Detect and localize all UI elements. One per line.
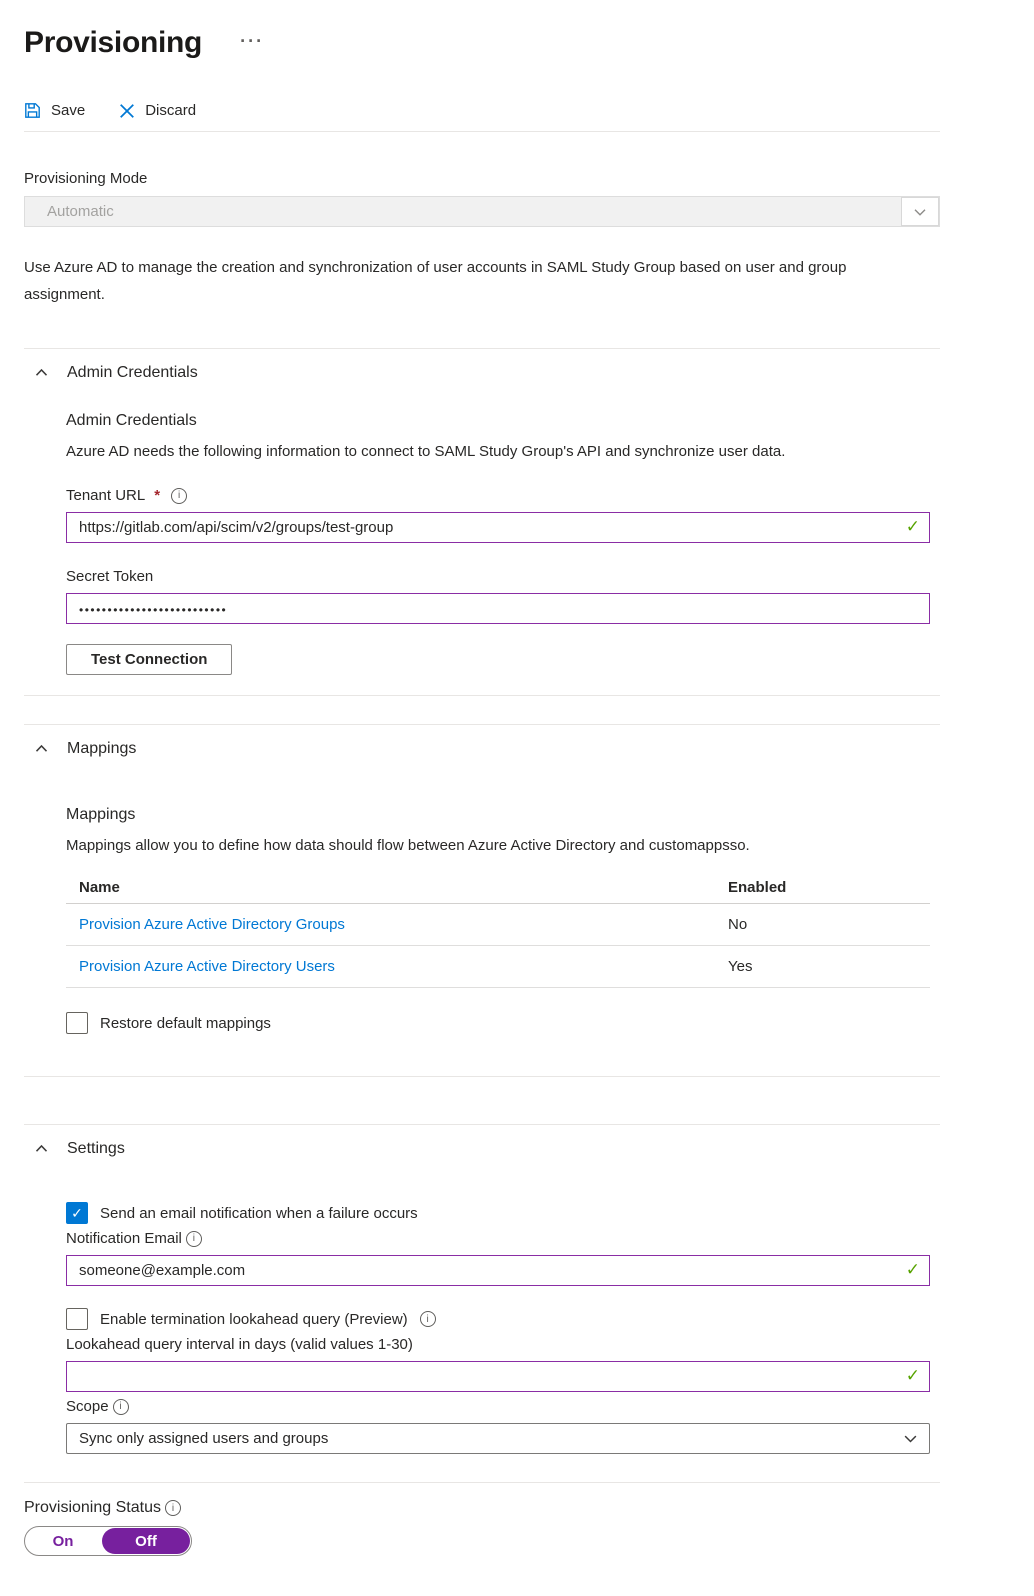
more-options-button[interactable] xyxy=(238,28,266,60)
admin-credentials-description: Azure AD needs the following information to connect to SAML Study Group's API and synchronize user data. xyxy=(66,443,786,460)
chevron-up-icon xyxy=(34,1142,49,1156)
admin-credentials-heading: Admin Credentials xyxy=(66,412,197,429)
save-button[interactable] xyxy=(24,102,85,119)
settings-section-header[interactable] xyxy=(24,1125,940,1158)
chevron-down-icon xyxy=(903,1431,918,1446)
mappings-section-title: Mappings xyxy=(67,740,137,757)
column-header-enabled: Enabled xyxy=(728,879,787,896)
table-row xyxy=(66,904,930,946)
chevron-up-icon xyxy=(34,366,49,380)
info-icon[interactable]: i xyxy=(171,488,187,504)
discard-icon xyxy=(119,103,135,119)
checkbox-unchecked-icon xyxy=(66,1308,88,1330)
settings-section-title: Settings xyxy=(67,1140,125,1157)
mapping-enabled-value: Yes xyxy=(728,958,753,975)
info-icon[interactable]: i xyxy=(113,1399,129,1415)
scope-label-row xyxy=(66,1398,940,1415)
info-icon[interactable]: i xyxy=(165,1500,181,1516)
mappings-heading: Mappings xyxy=(66,806,136,823)
restore-default-mappings-checkbox[interactable] xyxy=(66,1012,940,1034)
toggle-off-button[interactable]: Off xyxy=(102,1528,190,1554)
mapping-enabled-value: No xyxy=(728,916,748,933)
email-notification-checkbox[interactable] xyxy=(66,1202,940,1224)
discard-button[interactable] xyxy=(119,102,196,119)
tenant-url-input[interactable] xyxy=(66,512,930,543)
command-toolbar xyxy=(24,102,940,132)
lookahead-interval-input[interactable] xyxy=(66,1361,930,1392)
test-connection-button[interactable]: Test Connection xyxy=(66,644,232,675)
scope-label: Scope xyxy=(66,1398,109,1415)
mappings-section-header[interactable] xyxy=(24,725,940,758)
mappings-description: Mappings allow you to define how data should flow between Azure Active Directory and customappsso. xyxy=(66,837,750,854)
save-button-label: Save xyxy=(51,102,86,119)
email-notification-label: Send an email notification when a failure occurs xyxy=(100,1204,418,1222)
intro-text: Use Azure AD to manage the creation and synchronization of user accounts in SAML Study Group based on user and group assignment. xyxy=(24,259,847,303)
mappings-section xyxy=(24,724,940,1076)
tenant-url-label-row xyxy=(66,487,940,504)
notification-email-input[interactable] xyxy=(66,1255,930,1286)
chevron-down-icon xyxy=(901,197,939,226)
provisioning-status-label-row xyxy=(24,1499,940,1517)
restore-default-mappings-label: Restore default mappings xyxy=(100,1014,271,1032)
provisioning-status-toggle[interactable] xyxy=(24,1526,192,1556)
page-header xyxy=(24,26,940,60)
provisioning-mode-select[interactable] xyxy=(24,196,940,227)
admin-credentials-section xyxy=(24,348,940,695)
provisioning-mode-label: Provisioning Mode xyxy=(24,170,148,187)
mapping-link-groups[interactable]: Provision Azure Active Directory Groups xyxy=(79,916,345,933)
info-icon[interactable]: i xyxy=(420,1311,436,1327)
scope-select-value: Sync only assigned users and groups xyxy=(79,1430,329,1447)
admin-credentials-section-title: Admin Credentials xyxy=(67,364,198,381)
checkbox-checked-icon xyxy=(66,1202,88,1224)
page-title: Provisioning xyxy=(24,26,203,59)
table-row xyxy=(66,946,930,988)
checkmark-icon: ✓ xyxy=(71,1204,83,1221)
scope-select[interactable] xyxy=(66,1423,930,1454)
mappings-table-header xyxy=(66,872,930,904)
secret-token-input[interactable] xyxy=(66,593,930,624)
lookahead-interval-label: Lookahead query interval in days (valid values 1-30) xyxy=(66,1336,413,1353)
valid-check-icon: ✓ xyxy=(905,1259,920,1279)
discard-button-label: Discard xyxy=(145,102,197,119)
secret-token-label: Secret Token xyxy=(66,568,154,585)
tenant-url-label: Tenant URL xyxy=(66,487,146,504)
more-options-icon: ··· xyxy=(240,31,265,51)
checkbox-unchecked-icon xyxy=(66,1012,88,1034)
save-icon xyxy=(24,102,41,119)
required-asterisk: * xyxy=(154,487,161,504)
admin-credentials-section-header[interactable] xyxy=(24,349,940,382)
lookahead-checkbox[interactable] xyxy=(66,1308,940,1330)
valid-check-icon: ✓ xyxy=(905,1365,920,1385)
provisioning-status-label: Provisioning Status xyxy=(24,1499,161,1516)
provisioning-mode-value: Automatic xyxy=(47,203,114,220)
lookahead-checkbox-label: Enable termination lookahead query (Preview) xyxy=(100,1310,408,1328)
toggle-on-button[interactable]: On xyxy=(25,1527,101,1555)
valid-check-icon: ✓ xyxy=(905,516,920,536)
notification-email-label: Notification Email xyxy=(66,1230,182,1247)
column-header-name: Name xyxy=(79,879,120,896)
info-icon[interactable]: i xyxy=(186,1231,202,1247)
chevron-up-icon xyxy=(34,742,49,756)
notification-email-label-row xyxy=(66,1230,940,1247)
mapping-link-users[interactable]: Provision Azure Active Directory Users xyxy=(79,958,335,975)
mappings-table xyxy=(66,872,930,988)
settings-section xyxy=(24,1124,940,1454)
secret-token-label-row xyxy=(66,568,940,585)
